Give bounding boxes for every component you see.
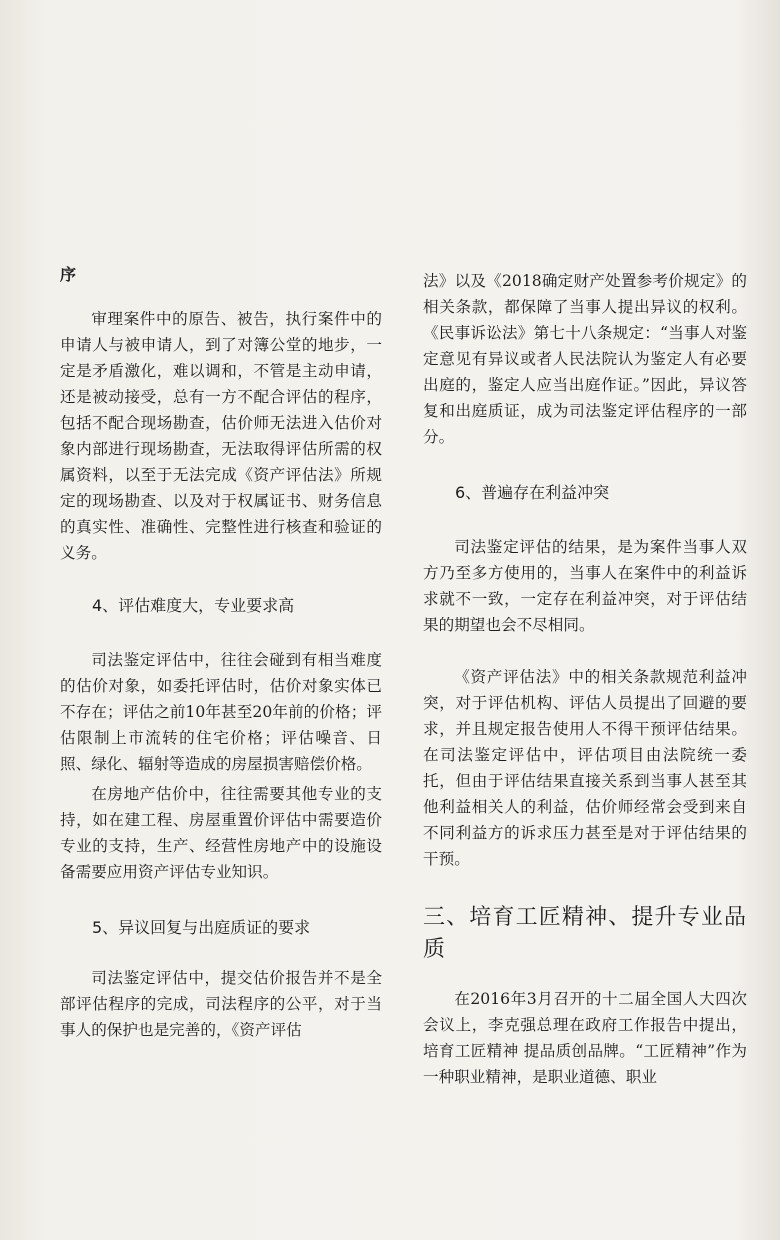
right-column [423,268,747,1090]
section-heading: 三、培育工匠精神、提升专业品质 [423,905,747,962]
paragraph: 在2016年3月召开的十二届全国人大四次会议上，李克强总理在政府工作报告中提出，培育工匠精神 提品质创品牌。“工匠精神”作为一种职业精神，是职业道德、职业 [423,990,747,1086]
paragraph: 司法鉴定评估中，往往会碰到有相当难度的估价对象，如委托评估时，估价对象实体已不存在；评估之前10年甚至20年前的价格；评估限制上市流转的住宅价格；评估噪音、日照、绿化、辐射等造成的房屋损害赔偿价格。 [60,651,382,773]
lead-line [60,262,382,284]
paragraph: 审理案件中的原告、被告，执行案件中的申请人与被申请人，到了对簿公堂的地步，一定是矛盾激化，难以调和，不管是主动申请，还是被动接受，总有一方不配合评估的程序，包括不配合现场勘查，估价师无法进入估价对象内部进行现场勘查，无法取得评估所需的权属资料，以至于无法完成《资产评估法》所规定的现场勘查、以及对于权属证书、财务信息的真实性、准确性、完整性进行核查和验证的义务。 [60,310,382,562]
subheading: 6、普遍存在利益冲突 [455,483,610,502]
subheading: 5、异议回复与出庭质证的要求 [92,918,311,937]
subheading: 4、评估难度大，专业要求高 [92,596,295,615]
paragraph: 司法鉴定评估中，提交估价报告并不是全部评估程序的完成，司法程序的公平，对于当事人的保护也是完善的，《资产评估 [60,969,382,1039]
lead-word: 序 [60,265,77,284]
paragraph: 在房地产估价中，往往需要其他专业的支持，如在建工程、房屋重置价评估中需要造价专业的支持，生产、经营性房地产中的设施设备需要应用资产评估专业知识。 [60,785,382,881]
paragraph: 《资产评估法》中的相关条款规范利益冲突，对于评估机构、评估人员提出了回避的要求，并且规定报告使用人不得干预评估结果。在司法鉴定评估中，评估项目由法院统一委托，但由于评估结果直接关系到当事人甚至其他利益相关人的利益，估价师经常会受到来自不同利益方的诉求压力甚至是对于评估结果的干预。 [423,668,747,868]
paragraph: 法》以及《2018确定财产处置参考价规定》的相关条款，都保障了当事人提出异议的权利。《民事诉讼法》第七十八条规定：“当事人对鉴定意见有异议或者人民法院认为鉴定人有必要出庭的，鉴定人应当出庭作证。”因此，异议答复和出庭质证，成为司法鉴定评估程序的一部分。 [423,272,747,446]
left-column [60,262,382,1043]
paragraph: 司法鉴定评估的结果，是为案件当事人双方乃至多方使用的，当事人在案件中的利益诉求就不一致，一定存在利益冲突，对于评估结果的期望也会不尽相同。 [423,538,747,634]
